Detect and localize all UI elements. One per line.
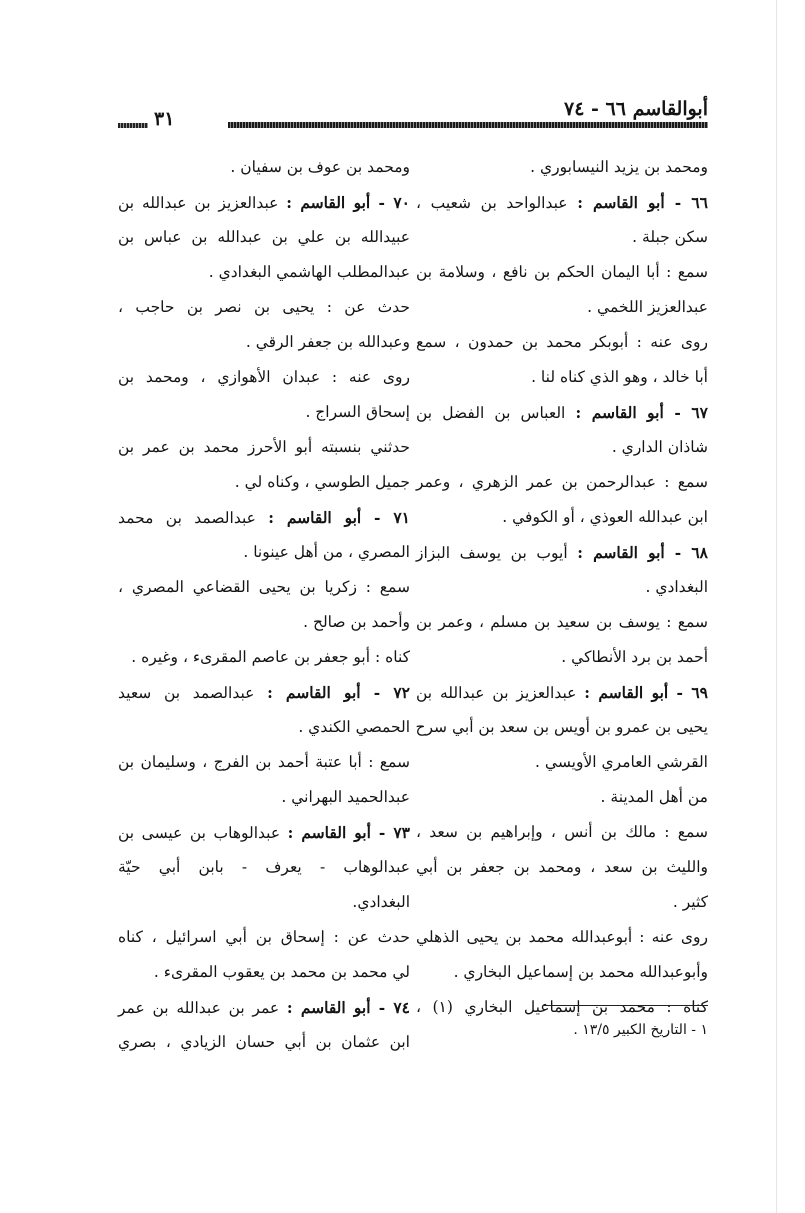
text-line xyxy=(118,535,410,570)
line-text: حدث عن : إسحاق بن أبي اسرائيل ، كناه xyxy=(118,928,410,946)
entry-heading-line xyxy=(416,185,708,220)
line-text: يحيى بن عمرو بن أويس بن سعد بن أبي سرح xyxy=(415,718,708,736)
text-line xyxy=(416,570,708,605)
line-text: كناه : أبو جعفر بن عاصم المقرىء ، وغيره . xyxy=(131,648,410,666)
line-text: روى عنه : أبوبكر محمد بن حمدون ، سمع xyxy=(416,333,708,351)
line-text: أيوب بن يوسف البزاز xyxy=(416,544,578,562)
line-text: عبدالوهاب - يعرف - بابن أبي حيّة xyxy=(118,858,410,876)
line-text: كثير . xyxy=(672,893,708,911)
text-line xyxy=(118,885,410,920)
line-text: من أهل المدينة . xyxy=(600,788,708,806)
right-column xyxy=(416,150,708,1025)
footnote: ١ - التاريخ الكبير ١٣/٥ . xyxy=(573,1022,708,1038)
line-text: سمع : عبدالرحمن بن عمر الزهري ، وعمر xyxy=(416,473,708,491)
line-text: ابن عثمان بن أبي حسان الزيادي ، بصري xyxy=(118,1033,410,1051)
line-text: أبا خالد ، وهو الذي كناه لنا . xyxy=(531,368,708,386)
text-line xyxy=(416,605,708,640)
line-text: المصري ، من أهل عينونا . xyxy=(243,543,410,561)
text-line xyxy=(416,885,708,920)
line-text: البغدادي. xyxy=(352,893,410,911)
text-line xyxy=(118,465,410,500)
text-line xyxy=(416,990,708,1025)
line-text: القرشي العامري الأويسي . xyxy=(535,753,708,771)
line-text: عبدالوهاب بن عيسى بن xyxy=(118,824,288,842)
text-line xyxy=(118,710,410,745)
line-text: عبيدالله بن علي بن عبدالله بن عباس بن xyxy=(118,228,410,246)
line-text: جميل الطوسي ، وكناه لي . xyxy=(234,473,410,491)
header-rule xyxy=(228,122,708,128)
line-text: كناه : محمد بن إسماعيل البخاري (١) ، xyxy=(416,998,708,1016)
text-line xyxy=(416,920,708,955)
line-text: الحمصي الكندي . xyxy=(298,718,410,736)
entry-heading-line xyxy=(416,675,708,710)
line-text: سمع : أبا عتبة أحمد بن الفرج ، وسليمان بن xyxy=(118,753,410,771)
text-line xyxy=(416,780,708,815)
text-line xyxy=(416,710,708,745)
line-text: شاذان الداري . xyxy=(611,438,708,456)
text-line xyxy=(118,605,410,640)
line-text: وأحمد بن صالح . xyxy=(303,613,410,631)
header-rule-short xyxy=(118,123,148,128)
text-line xyxy=(118,745,410,780)
line-text: البغدادي . xyxy=(645,578,708,596)
text-line xyxy=(118,255,410,290)
text-line xyxy=(416,255,708,290)
text-line xyxy=(118,640,410,675)
entry-heading-line xyxy=(118,990,410,1025)
entry-heading-line xyxy=(118,500,410,535)
text-line xyxy=(416,150,708,185)
line-text: عبدالعزيز اللخمي . xyxy=(587,298,708,316)
page-edge-line xyxy=(776,0,777,1213)
text-line xyxy=(118,570,410,605)
text-line xyxy=(118,290,410,325)
line-text: ومحمد بن يزيد النيسابوري . xyxy=(530,158,708,176)
entry-number: ٧٤ - أبو القاسم : xyxy=(286,998,411,1017)
text-line xyxy=(118,325,410,360)
entry-heading-line xyxy=(416,395,708,430)
text-line xyxy=(118,150,410,185)
line-text: أحمد بن برد الأنطاكي . xyxy=(561,648,708,666)
line-text: لي محمد بن محمد بن يعقوب المقرىء . xyxy=(153,963,410,981)
text-line xyxy=(416,745,708,780)
line-text: وأبوعبدالله محمد بن إسماعيل البخاري . xyxy=(453,963,708,981)
page-number: ٣١ xyxy=(154,108,175,130)
line-text: إسحاق السراج . xyxy=(305,403,410,421)
line-text: ابن عبدالله العوذي ، أو الكوفي . xyxy=(502,508,708,526)
line-text: روى عنه : أبوعبدالله محمد بن يحيى الذهلي xyxy=(416,928,708,946)
line-text: سمع : أبا اليمان الحكم بن نافع ، وسلامة بن xyxy=(416,263,708,281)
text-line xyxy=(416,815,708,850)
text-line xyxy=(416,430,708,465)
line-text: عبدالعزيز بن عبدالله بن xyxy=(118,194,287,212)
entry-number: ٧١ - أبو القاسم : xyxy=(268,508,410,527)
text-line xyxy=(416,360,708,395)
entry-number: ٦٧ - أبو القاسم : xyxy=(575,403,709,422)
text-line xyxy=(416,220,708,255)
text-line xyxy=(118,850,410,885)
entry-heading-line xyxy=(118,185,410,220)
text-line xyxy=(118,430,410,465)
line-text: سمع : زكريا بن يحيى القضاعي المصري ، xyxy=(118,578,410,596)
entry-number: ٧٠ - أبو القاسم : xyxy=(286,193,410,212)
line-text: عمر بن عبدالله بن عمر xyxy=(118,999,287,1017)
line-text: عبدالعزيز بن عبدالله بن xyxy=(416,684,585,702)
entry-number: ٦٦ - أبو القاسم : xyxy=(577,193,709,212)
text-line xyxy=(416,955,708,990)
line-text: والليث بن سعد ، ومحمد بن جعفر بن أبي xyxy=(416,858,708,876)
line-text: عبدالصمد بن محمد xyxy=(118,509,269,527)
running-title: أبوالقاسم ٦٦ - ٧٤ xyxy=(564,98,708,120)
line-text: عبدالحميد البهراني . xyxy=(281,788,410,806)
entry-number: ٧٣ - أبو القاسم : xyxy=(287,823,410,842)
text-line xyxy=(416,325,708,360)
line-text: ومحمد بن عوف بن سفيان . xyxy=(230,158,410,176)
text-line xyxy=(118,780,410,815)
text-line xyxy=(118,220,410,255)
entry-heading-line xyxy=(416,535,708,570)
line-text: وعبدالله بن جعفر الرقي . xyxy=(245,333,410,351)
entry-number: ٦٨ - أبو القاسم : xyxy=(577,543,708,562)
text-line xyxy=(118,920,410,955)
footnote-separator xyxy=(543,1005,708,1006)
text-line xyxy=(416,850,708,885)
entry-number: ٧٢ - أبو القاسم : xyxy=(267,683,410,702)
line-text: سمع : مالك بن أنس ، وإبراهيم بن سعد ، xyxy=(416,823,708,841)
left-column xyxy=(118,150,410,1060)
line-text: عبدالصمد بن سعيد xyxy=(118,684,268,702)
text-line xyxy=(118,360,410,395)
line-text: حدثني بنسبته أبو الأحرز محمد بن عمر بن xyxy=(118,438,410,456)
line-text: روى عنه : عبدان الأهوازي ، ومحمد بن xyxy=(118,368,410,386)
entry-number: ٦٩ - أبو القاسم : xyxy=(584,683,708,702)
text-line xyxy=(416,290,708,325)
line-text: العباس بن الفضل بن xyxy=(416,404,576,422)
entry-heading-line xyxy=(118,675,410,710)
text-line xyxy=(416,640,708,675)
line-text: عبدالمطلب الهاشمي البغدادي . xyxy=(208,263,410,281)
line-text: عبدالواحد بن شعيب ، xyxy=(416,194,578,212)
line-text: سكن جبلة . xyxy=(632,228,708,246)
text-line xyxy=(416,500,708,535)
text-line xyxy=(118,955,410,990)
text-line xyxy=(118,1025,410,1060)
line-text: سمع : يوسف بن سعيد بن مسلم ، وعمر بن xyxy=(416,613,708,631)
entry-heading-line xyxy=(118,815,410,850)
page-header xyxy=(118,98,708,134)
text-line xyxy=(118,395,410,430)
line-text: حدث عن : يحيى بن نصر بن حاجب ، xyxy=(118,298,410,316)
text-line xyxy=(416,465,708,500)
